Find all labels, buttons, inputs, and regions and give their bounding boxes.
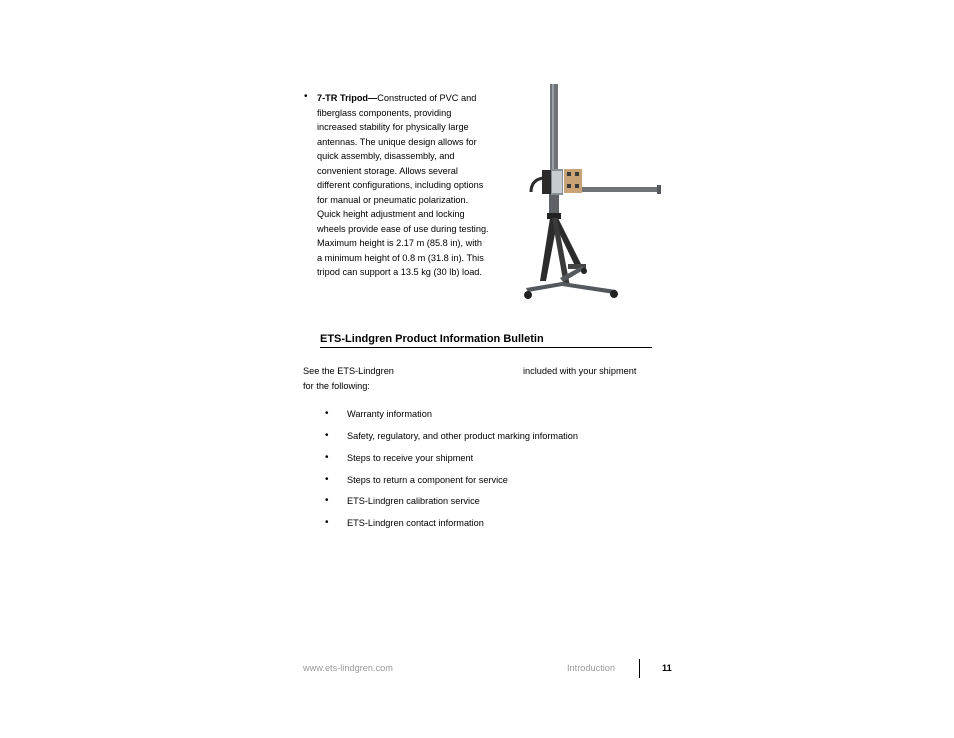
tripod-base-arm [562, 282, 616, 294]
tripod-base-arm [526, 282, 562, 292]
list-item-text: ETS-Lindgren contact information [347, 518, 484, 528]
bullet-icon: • [325, 517, 329, 528]
bullet-icon: • [304, 91, 308, 102]
list-item-text: ETS-Lindgren calibration service [347, 496, 480, 506]
bulletin-heading: ETS-Lindgren Product Information Bulletin [320, 333, 652, 348]
tripod-line: Quick height adjustment and locking [317, 209, 465, 219]
footer-section-name: Introduction [567, 663, 616, 673]
tripod-line: quick assembly, disassembly, and [317, 151, 455, 161]
tripod-wheel [524, 291, 532, 299]
tripod-line: for manual or pneumatic polarization. [317, 194, 469, 205]
bullet-icon: • [325, 430, 329, 441]
tripod-wheel [610, 290, 618, 298]
list-item-text: Steps to receive your shipment [347, 453, 474, 463]
tripod-wheel [581, 268, 587, 274]
bullet-icon: • [325, 474, 329, 485]
list-item-text: Safety, regulatory, and other product marking information [347, 431, 578, 441]
tripod-text [317, 91, 513, 280]
tripod-description [304, 91, 514, 280]
tripod-title: 7-TR Tripod— [317, 93, 378, 103]
tripod-line: increased stability for physically large [317, 122, 469, 132]
list-item-text: Steps to return a component for service [347, 475, 508, 485]
tripod-line: wheels provide ease of use during testing. [317, 223, 489, 234]
positioner-motor [542, 170, 552, 194]
footer-divider [639, 659, 640, 678]
bulletin-intro-end: included with your shipment [523, 366, 637, 376]
bullet-icon: • [325, 408, 329, 419]
bulletin-intro-start: See the ETS-Lindgren [303, 366, 394, 376]
tripod-line: a minimum height of 0.8 m (31.8 in). This [317, 252, 484, 263]
tripod-line: convenient storage. Allows several [317, 165, 458, 176]
tripod-line: different configurations, including options [317, 180, 484, 190]
list-item-text: Warranty information [347, 409, 432, 419]
footer-website: www.ets-lindgren.com [303, 663, 393, 673]
page-number: 11 [662, 663, 672, 673]
bulletin-intro-continued: for the following: [303, 381, 370, 391]
tripod-line: Constructed of PVC and [377, 93, 477, 103]
tripod-arm [582, 187, 660, 192]
tripod-line: Maximum height is 2.17 m (85.8 in), with [317, 238, 482, 248]
bullet-icon: • [325, 452, 329, 463]
tripod-photo [512, 76, 664, 306]
pneumatic-hose [531, 178, 543, 192]
tripod-line: fiberglass components, providing [317, 107, 452, 118]
tripod-line: tripod can support a 13.5 kg (30 lb) load. [317, 267, 482, 277]
positioner-bracket [564, 169, 582, 193]
tripod-line: antennas. The unique design allows for [317, 136, 477, 147]
bullet-icon: • [325, 495, 329, 506]
